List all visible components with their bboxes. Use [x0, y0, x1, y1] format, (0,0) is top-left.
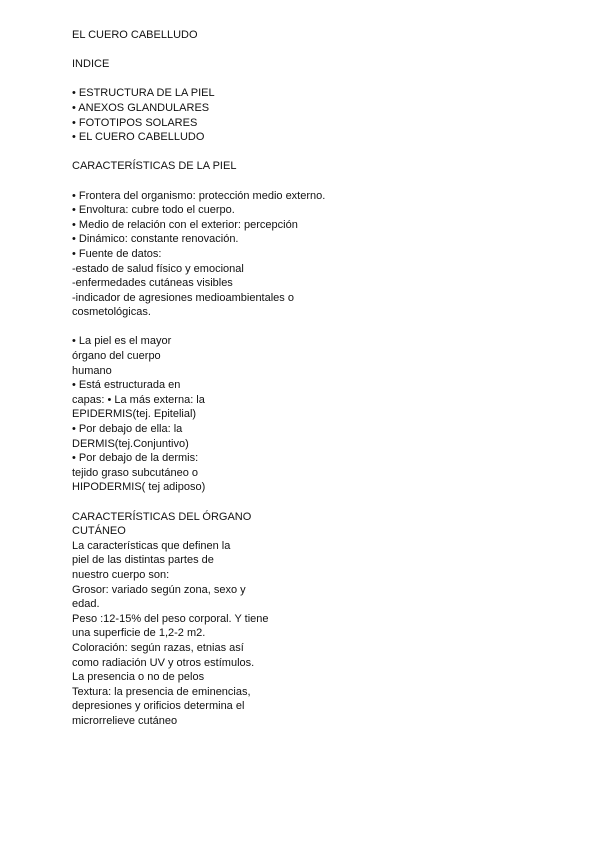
organ-line: una superficie de 1,2-2 m2.: [72, 627, 206, 640]
structure-line: DERMIS(tej.Conjuntivo): [72, 437, 189, 450]
structure-line: órgano del cuerpo: [72, 350, 161, 363]
organ-line: piel de las distintas partes de: [72, 554, 214, 567]
document-title: EL CUERO CABELLUDO: [72, 29, 198, 41]
structure-line: humano: [72, 364, 112, 377]
organ-line: Grosor: variado según zona, sexo y: [72, 583, 246, 596]
skin-line: • Fuente de datos:: [72, 247, 162, 260]
structure-line: EPIDERMIS(tej. Epitelial): [72, 408, 197, 421]
organ-line: La presencia o no de pelos: [72, 671, 205, 684]
organ-line: La características que definen la: [72, 539, 231, 552]
spacer: [72, 495, 572, 510]
structure-line: • Está estructurada en: [72, 379, 181, 392]
skin-line: cosmetológicas.: [72, 306, 151, 319]
skin-line: • Envoltura: cubre todo el cuerpo.: [72, 204, 235, 217]
organ-line: nuestro cuerpo son:: [72, 568, 170, 581]
skin-line: • Frontera del organismo: protección medio externo.: [72, 189, 326, 202]
organ-line: Textura: la presencia de eminencias,: [72, 685, 251, 698]
index-item: • EL CUERO CABELLUDO: [72, 131, 205, 144]
skin-line: -enfermedades cutáneas visibles: [72, 277, 233, 290]
skin-line: • Dinámico: constante renovación.: [72, 233, 239, 246]
structure-line: • Por debajo de la dermis:: [72, 452, 199, 465]
organ-line: depresiones y orificios determina el: [72, 700, 245, 713]
index-item: • ANEXOS GLANDULARES: [72, 101, 210, 114]
organ-line: edad.: [72, 598, 100, 611]
organ-line: microrrelieve cutáneo: [72, 714, 178, 727]
skin-line: -estado de salud físico y emocional: [72, 262, 244, 275]
organ-line: como radiación UV y otros estímulos.: [72, 656, 255, 669]
section-heading-skin: CARACTERÍSTICAS DE LA PIEL: [72, 160, 237, 173]
spacer: [72, 320, 572, 335]
index-item: • ESTRUCTURA DE LA PIEL: [72, 87, 215, 100]
organ-line: Peso :12-15% del peso corporal. Y tiene: [72, 612, 269, 625]
section-heading-organ: CUTÁNEO: [72, 525, 126, 538]
structure-line: HIPODERMIS( tej adiposo): [72, 481, 206, 494]
structure-line: tejido graso subcutáneo o: [72, 466, 198, 479]
structure-line: capas: • La más externa: la: [72, 393, 205, 406]
section-heading-organ: CARACTERÍSTICAS DEL ÓRGANO: [72, 510, 252, 523]
structure-line: • Por debajo de ella: la: [72, 423, 183, 436]
structure-line: • La piel es el mayor: [72, 335, 172, 348]
organ-line: Coloración: según razas, etnias así: [72, 641, 244, 654]
skin-line: -indicador de agresiones medioambientales o: [72, 291, 294, 304]
spacer: [72, 43, 572, 58]
index-heading: INDICE: [72, 58, 110, 71]
document-page: [72, 28, 572, 729]
spacer: [72, 72, 572, 87]
skin-line: • Medio de relación con el exterior: percepción: [72, 218, 298, 231]
spacer: [72, 174, 572, 189]
index-item: • FOTOTIPOS SOLARES: [72, 116, 198, 129]
spacer: [72, 145, 572, 160]
